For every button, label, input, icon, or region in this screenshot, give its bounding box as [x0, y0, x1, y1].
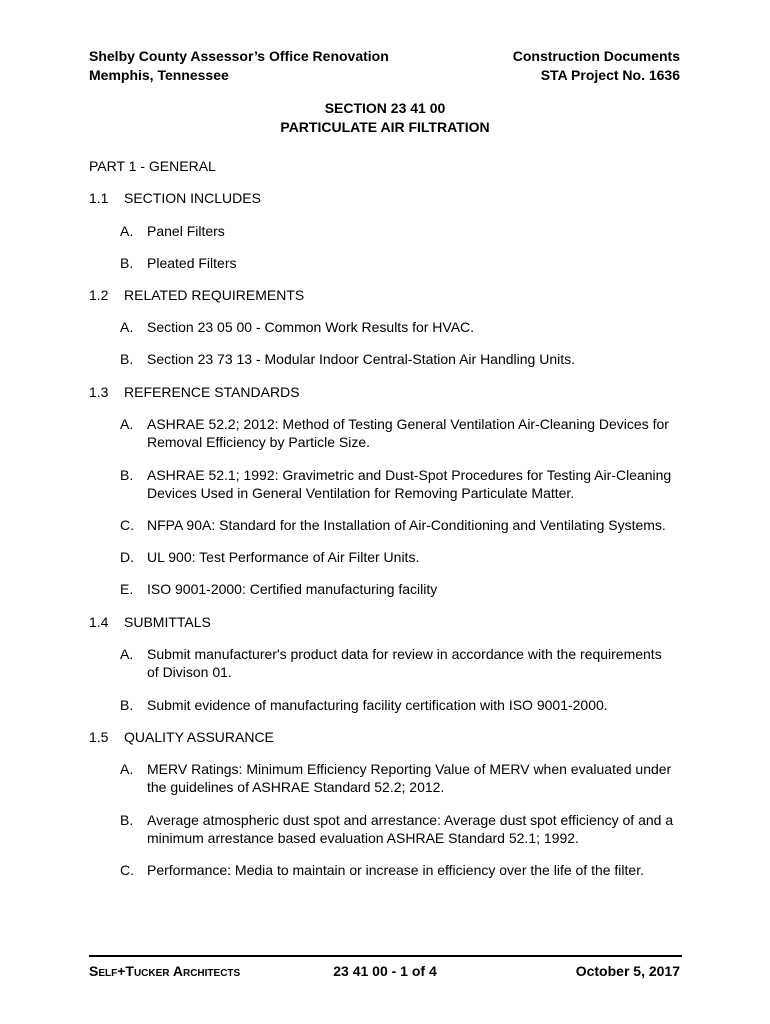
header-left	[89, 47, 389, 85]
item-letter: D.	[120, 549, 134, 565]
item-letter: B.	[120, 812, 134, 828]
article-number: 1.1	[89, 190, 109, 206]
article-title: SUBMITTALS	[124, 614, 211, 630]
section-number: SECTION 23 41 00	[324, 100, 446, 116]
item-letter: A.	[120, 223, 134, 239]
item-letter: A.	[120, 761, 134, 777]
section-name: PARTICULATE AIR FILTRATION	[280, 119, 490, 135]
item-letter: A.	[120, 416, 134, 432]
item-text: MERV Ratings: Minimum Efficiency Reporting Value of MERV when evaluated under the guidelines of ASHRAE Standard 52.2; 2012.	[147, 761, 672, 795]
project-location: Memphis, Tennessee	[89, 67, 229, 83]
item-text: Panel Filters	[147, 223, 225, 239]
article-number: 1.3	[89, 384, 109, 400]
item-text: Section 23 05 00 - Common Work Results for HVAC.	[147, 319, 475, 335]
footer-page-number: 23 41 00 - 1 of 4	[333, 963, 437, 979]
item-letter: C.	[120, 517, 134, 533]
item-text: Submit evidence of manufacturing facility certification with ISO 9001-2000.	[147, 697, 608, 713]
document-type: Construction Documents	[512, 48, 680, 64]
item-letter: B.	[120, 467, 134, 483]
item-letter: C.	[120, 862, 134, 878]
item-letter: B.	[120, 255, 134, 271]
item-letter: B.	[120, 697, 134, 713]
item-letter: A.	[120, 646, 134, 662]
article-number: 1.4	[89, 614, 109, 630]
article-title: REFERENCE STANDARDS	[124, 384, 300, 400]
item-text: UL 900: Test Performance of Air Filter Units.	[147, 549, 420, 565]
item-text: Average atmospheric dust spot and arrestance: Average dust spot efficiency of and a minimum arrestance based evaluation ASHRAE Standard 52.1; 1992.	[147, 812, 674, 846]
header-right	[513, 47, 680, 85]
article-title: RELATED REQUIREMENTS	[124, 287, 305, 303]
item-text: ASHRAE 52.2; 2012: Method of Testing General Ventilation Air-Cleaning Devices for Removal Efficiency by Particle Size.	[147, 416, 669, 450]
item-letter: E.	[120, 581, 134, 597]
item-text: Pleated Filters	[147, 255, 237, 271]
item-letter: B.	[120, 351, 134, 367]
project-number: STA Project No. 1636	[540, 67, 680, 83]
footer-firm: Self+Tucker Architects	[89, 963, 241, 979]
item-text: ASHRAE 52.1; 1992: Gravimetric and Dust-Spot Procedures for Testing Air-Cleaning Devices Used in General Ventilation for Removing Particulate Matter.	[147, 467, 672, 501]
footer-date: October 5, 2017	[575, 963, 680, 979]
part-heading: PART 1 - GENERAL	[89, 158, 216, 174]
footer-rule	[89, 955, 682, 957]
article-number: 1.5	[89, 729, 109, 745]
section-title	[0, 99, 770, 137]
item-text: ISO 9001-2000: Certified manufacturing facility	[147, 581, 438, 597]
article-title: SECTION INCLUDES	[124, 190, 261, 206]
project-name: Shelby County Assessor’s Office Renovation	[89, 48, 389, 64]
item-text: NFPA 90A: Standard for the Installation of Air-Conditioning and Ventilating Systems.	[147, 517, 666, 533]
article-title: QUALITY ASSURANCE	[124, 729, 274, 745]
article-number: 1.2	[89, 287, 109, 303]
item-text: Section 23 73 13 - Modular Indoor Central-Station Air Handling Units.	[147, 351, 576, 367]
item-text: Submit manufacturer's product data for review in accordance with the requirements of Divison 01.	[147, 646, 662, 680]
item-text: Performance: Media to maintain or increase in efficiency over the life of the filter.	[147, 862, 644, 878]
item-letter: A.	[120, 319, 134, 335]
